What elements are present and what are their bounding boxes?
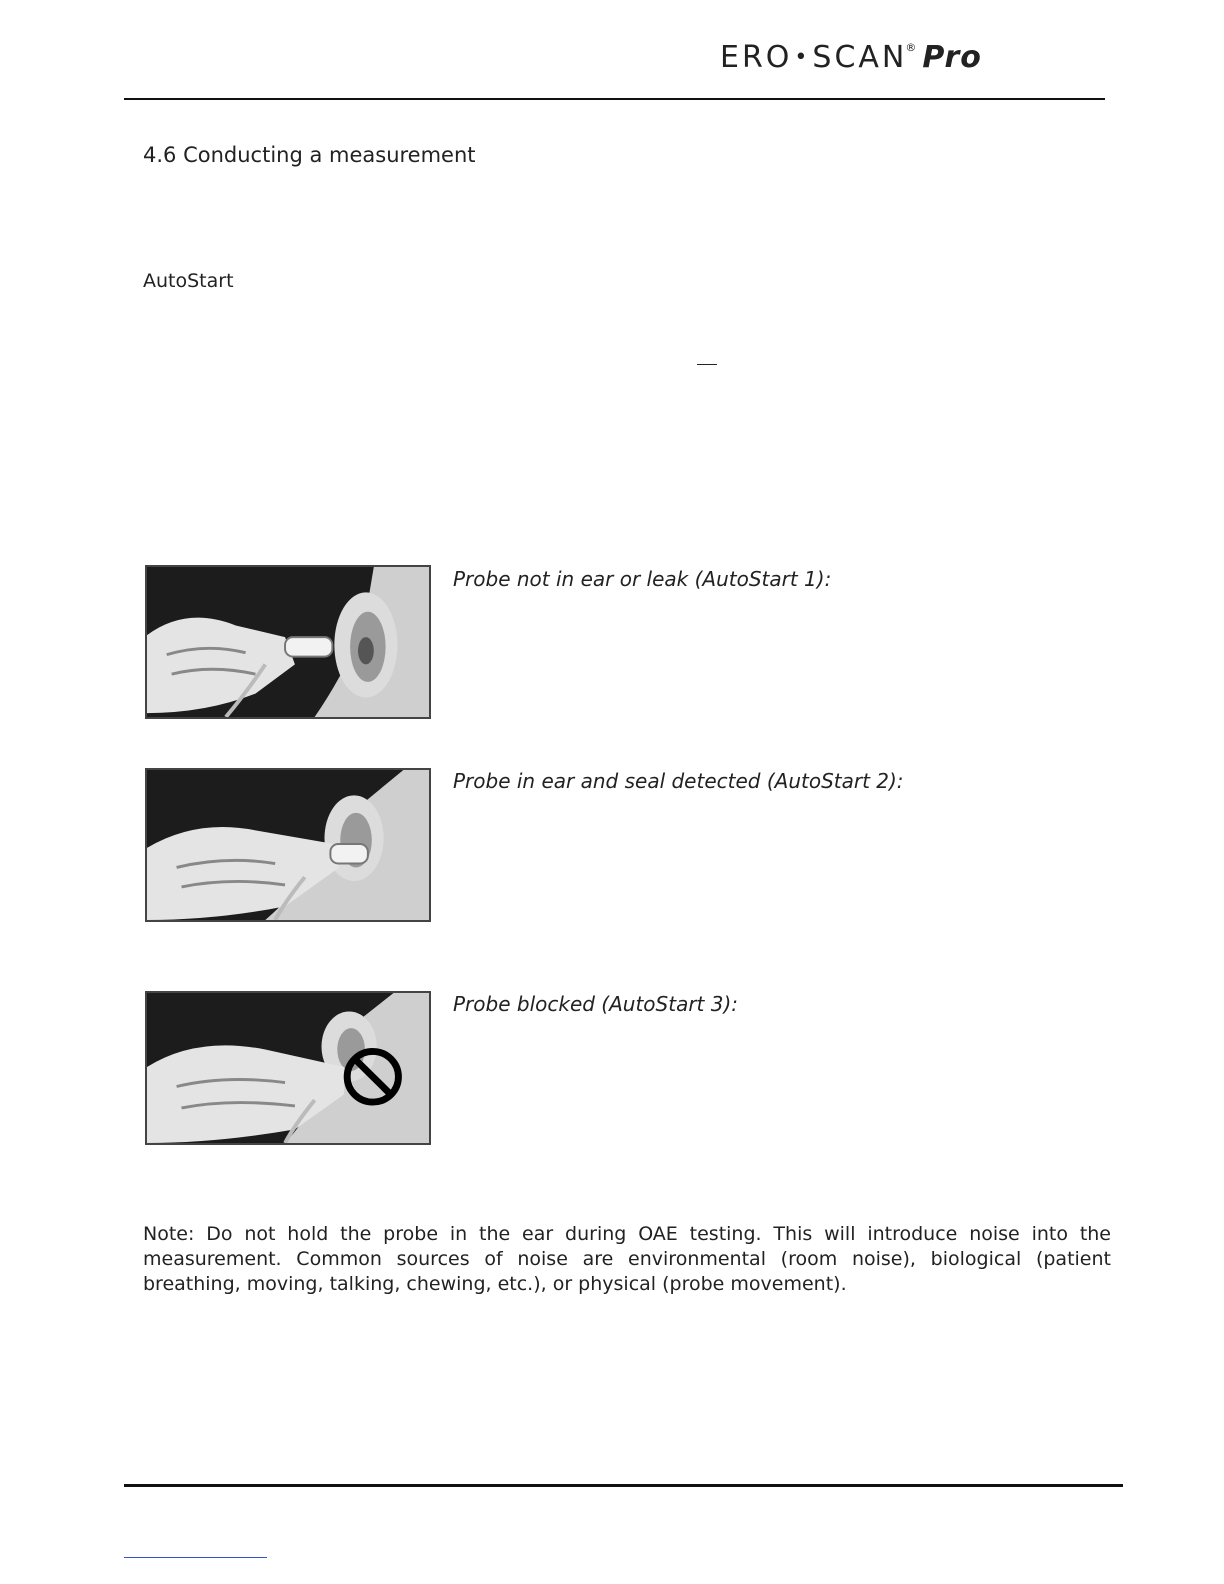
footer-divider xyxy=(124,1484,1123,1487)
header-divider xyxy=(124,98,1105,100)
probe-not-in-ear-image xyxy=(145,565,431,719)
brand-name-part1: ERO xyxy=(720,40,793,75)
dash-mark xyxy=(697,364,717,365)
brand-suffix: Pro xyxy=(922,40,982,75)
brand-dot: • xyxy=(794,45,811,70)
autostart-heading: AutoStart xyxy=(143,270,234,292)
section-title: 4.6 Conducting a measurement xyxy=(143,143,476,167)
probe-sealed-image xyxy=(145,768,431,922)
probe-blocked-image xyxy=(145,991,431,1145)
brand-logo xyxy=(720,40,982,75)
figure-2-caption: Probe in ear and seal detected (AutoStart 2): xyxy=(453,769,904,793)
registered-mark: ® xyxy=(905,41,917,54)
figure-3-caption: Probe blocked (AutoStart 3): xyxy=(453,992,739,1016)
brand-name-part2: SCAN xyxy=(812,40,908,75)
note-paragraph: Note: Do not hold the probe in the ear during OAE testing. This will introduce noise into the measurement. Common sources of noise are environmental (room noise), biological (patient breathing, moving, talking, chewing, etc.), or physical (probe movement). xyxy=(143,1223,1111,1295)
footer-link-underline[interactable] xyxy=(124,1557,267,1558)
figure-1-caption: Probe not in ear or leak (AutoStart 1): xyxy=(453,567,832,591)
